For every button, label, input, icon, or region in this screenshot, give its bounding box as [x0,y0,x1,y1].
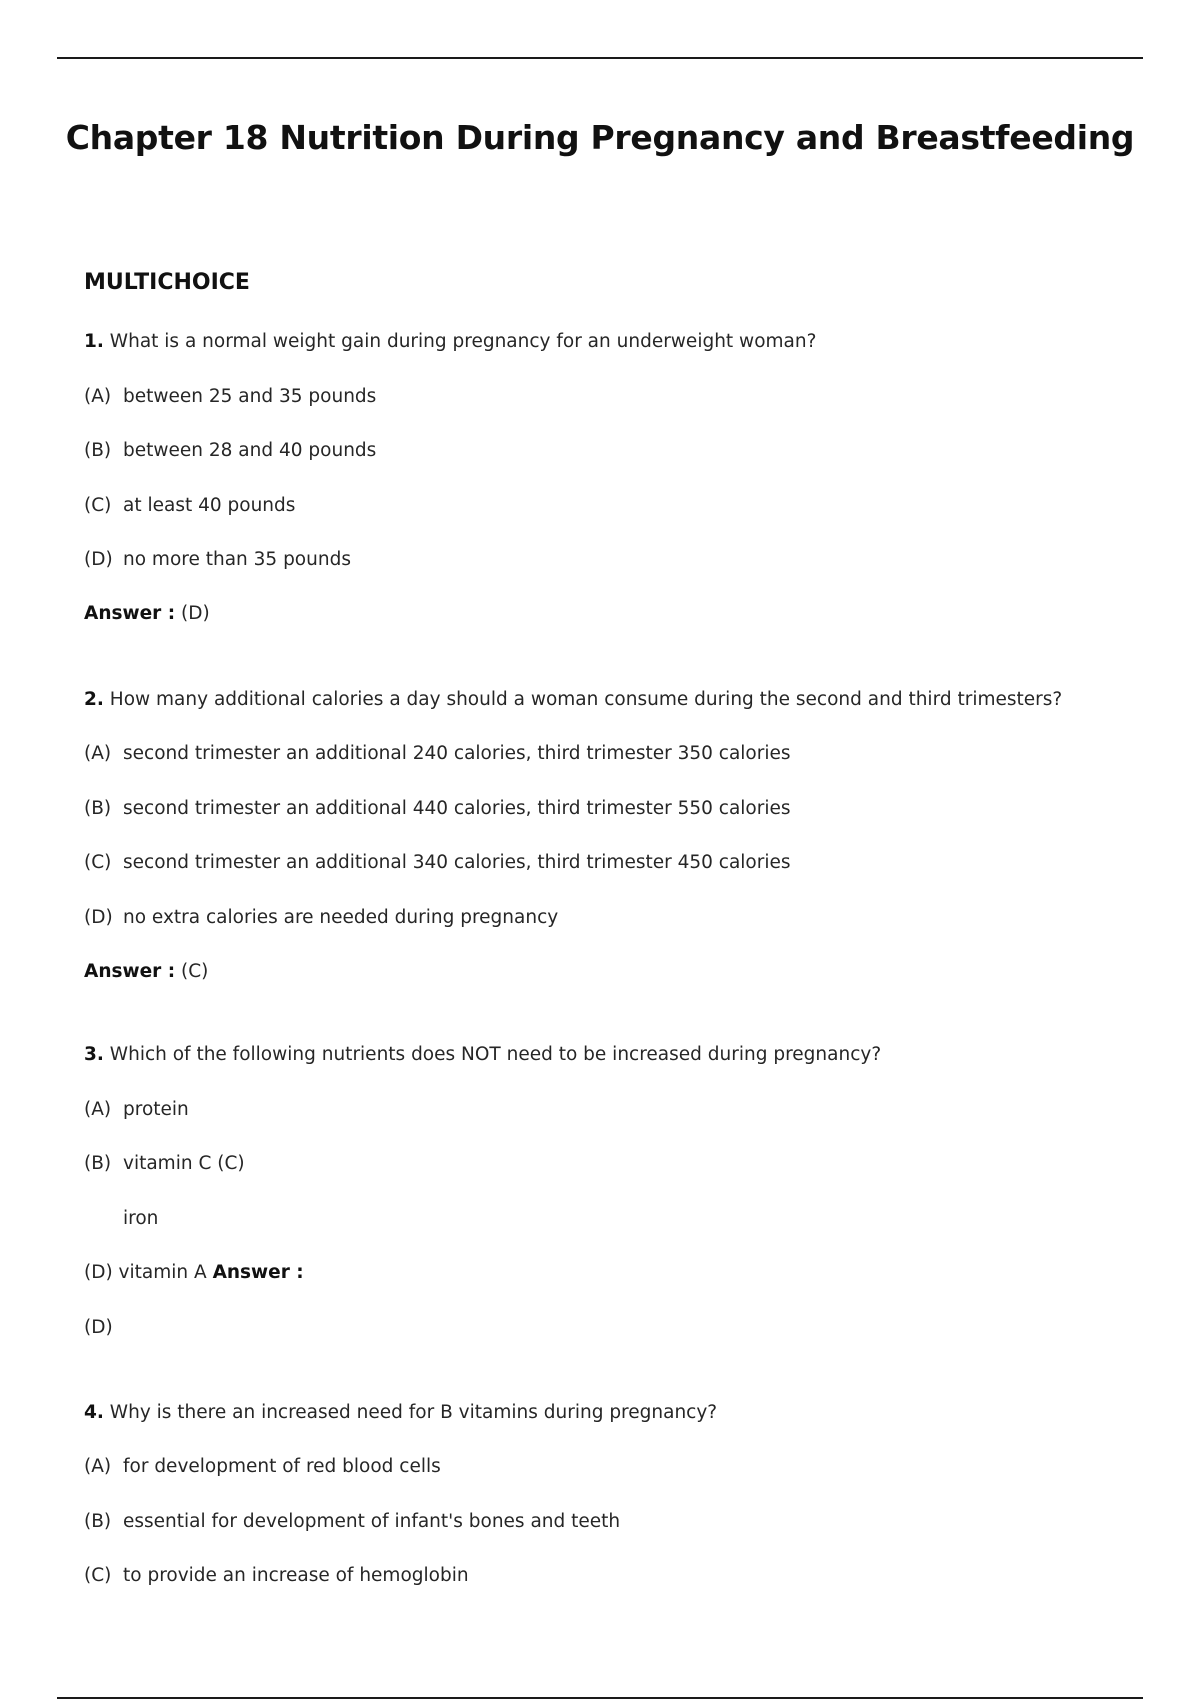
option-1a [84,385,376,409]
option-letter: (C) [84,852,112,873]
option-letter: (B) [84,798,112,819]
question-text: Why is there an increased need for B vitamins during pregnancy? [109,1402,718,1423]
option-text: at least 40 pounds [123,495,296,516]
question-4 [84,1401,717,1425]
option-letter: (A) [84,1456,112,1477]
option-letter: (D) [84,549,113,570]
option-text: vitamin C (C) [123,1153,245,1174]
option-2d [84,906,558,930]
option-text: (D) vitamin A [84,1262,207,1283]
option-4b [84,1510,620,1534]
section-heading: MULTICHOICE [84,270,250,295]
question-text: What is a normal weight gain during pregnancy for an underweight woman? [109,331,817,352]
question-number: 4. [84,1402,104,1423]
answer-value: (D) [181,603,210,624]
answer-3 [84,1316,113,1340]
option-3a [84,1098,189,1122]
answer-2 [84,960,208,984]
page-title: Chapter 18 Nutrition During Pregnancy and Breastfeeding [65,118,1135,157]
answer-label: Answer : [212,1262,304,1283]
option-text: second trimester an additional 240 calories, third trimester 350 calories [123,743,791,764]
question-2 [84,688,1062,712]
option-text: no more than 35 pounds [123,549,351,570]
option-1d [84,548,351,572]
question-number: 3. [84,1044,104,1065]
option-1c [84,494,295,518]
option-letter: (A) [84,1099,112,1120]
answer-1 [84,602,210,626]
question-text: Which of the following nutrients does NOT need to be increased during pregnancy? [109,1044,882,1065]
option-text: to provide an increase of hemoglobin [123,1565,469,1586]
option-text: no extra calories are needed during pregnancy [123,907,559,928]
option-letter: (B) [84,440,112,461]
question-3 [84,1043,881,1067]
top-rule [57,57,1143,59]
option-text: second trimester an additional 340 calories, third trimester 450 calories [123,852,791,873]
option-letter: (D) [84,907,113,928]
answer-label: Answer : [84,603,176,624]
question-number: 1. [84,331,104,352]
option-text: for development of red blood cells [123,1456,441,1477]
question-text: How many additional calories a day should a woman consume during the second and third trimesters? [109,689,1063,710]
option-text: essential for development of infant's bones and teeth [123,1511,621,1532]
option-text: between 25 and 35 pounds [123,386,377,407]
question-number: 2. [84,689,104,710]
option-3c [123,1207,158,1231]
option-letter: (B) [84,1511,112,1532]
option-letter: (B) [84,1153,112,1174]
option-2a [84,742,791,766]
answer-label: Answer : [84,961,176,982]
option-2c [84,851,791,875]
option-text: second trimester an additional 440 calories, third trimester 550 calories [123,798,791,819]
option-letter: (C) [84,495,112,516]
option-letter: (A) [84,386,112,407]
option-3b [84,1152,245,1176]
option-2b [84,797,791,821]
option-text: iron [123,1208,159,1229]
bottom-rule [57,1697,1143,1699]
option-text: protein [123,1099,189,1120]
answer-value: (D) [84,1317,113,1338]
option-4a [84,1455,441,1479]
option-text: between 28 and 40 pounds [123,440,377,461]
option-1b [84,439,376,463]
question-1 [84,330,816,354]
option-letter: (A) [84,743,112,764]
option-4c [84,1564,469,1588]
option-letter: (C) [84,1565,112,1586]
answer-value: (C) [181,961,209,982]
option-3d [84,1261,304,1285]
